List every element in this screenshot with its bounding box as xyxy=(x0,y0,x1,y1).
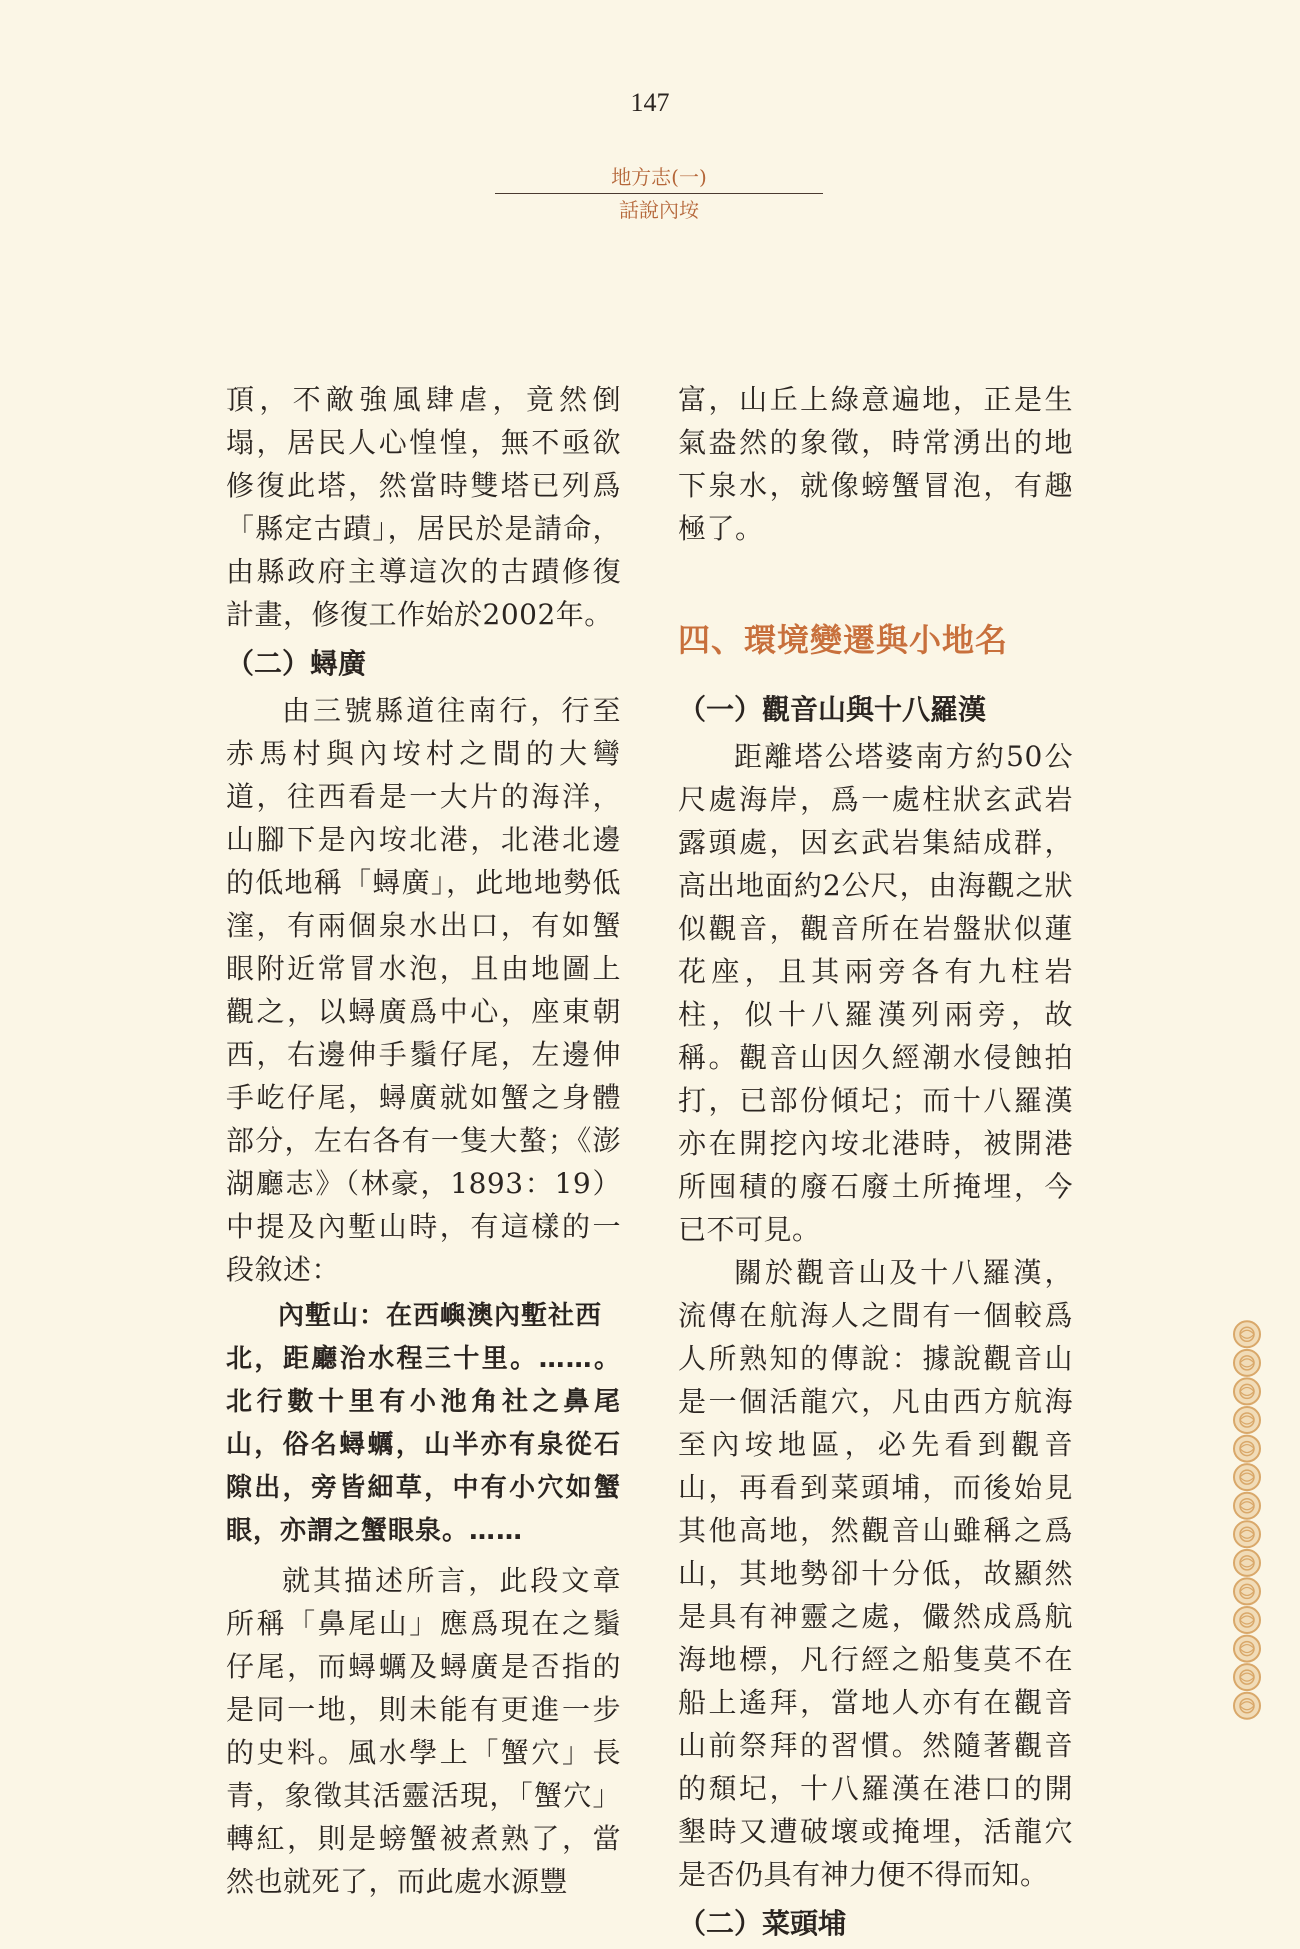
decorative-medallion-icon xyxy=(1234,1407,1260,1433)
subsection-heading: （二）菜頭埔 xyxy=(678,1907,847,1940)
decorative-medallion-icon xyxy=(1234,1578,1260,1604)
decorative-medallion-icon xyxy=(1234,1636,1260,1662)
decorative-medallion-icon xyxy=(1234,1378,1260,1404)
paragraph: 關於觀音山及十八羅漢，流傳在航海人之間有一個較爲人所熟知的傳說：據說觀音山是一個活龍穴，凡由西方航海至內垵地區，必先看到觀音山，再看到菜頭埔，而後始見其他高地，然觀音山雖稱之爲山，其地勢卻十分低，故顯然是具有神靈之處，儼然成爲航海地標，凡行經之船隻莫不在船上遙拜，當地人亦有在觀音山前祭拜的習慣。然隨著觀音的頹圮，十八羅漢在港口的開墾時又遭破壞或掩埋，活龍穴是否仍具有神力便不得而知。 xyxy=(678,1256,1073,1891)
decorative-medallion-icon xyxy=(1234,1521,1260,1547)
header-rule xyxy=(495,193,823,194)
subsection-heading: （一）觀音山與十八羅漢 xyxy=(678,693,987,726)
decorative-medallion-icon xyxy=(1234,1321,1260,1347)
paragraph: 富，山丘上綠意遍地，正是生氣盎然的象徵，時常湧出的地下泉水，就像螃蟹冒泡，有趣極了。 xyxy=(678,383,1073,545)
series-title: 地方志(一) xyxy=(611,165,707,189)
subsection-heading: （二）蟳廣 xyxy=(226,647,367,680)
paragraph: 就其描述所言，此段文章所稱「鼻尾山」應爲現在之鬚仔尾，而蟳蠣及蟳廣是否指的是同一地，則未能有更進一步的史料。風水學上「蟹穴」長青，象徵其活靈活現，「蟹穴」轉紅，則是螃蟹被煮熟了，當然也就死了，而此處水源豐 xyxy=(226,1564,621,1898)
quote-body: 北，距廳治水程三十里。……。北行數十里有小池角社之鼻尾山，俗名蟳蠣，山半亦有泉從石隙出，旁皆細草，中有小穴如蟹眼，亦謂之蟹眼泉。…… xyxy=(226,1344,621,1546)
decorative-medallion-icon xyxy=(1234,1664,1260,1690)
paragraph: 頂，不敵強風肆虐，竟然倒塌，居民人心惶惶，無不亟欲修復此塔，然當時雙塔已列爲「縣定古蹟」，居民於是請命，由縣政府主導這次的古蹟修復計畫，修復工作始於2002年。 xyxy=(226,383,621,631)
paragraph: 距離塔公塔婆南方約50公尺處海岸，爲一處柱狀玄武岩露頭處，因玄武岩集結成群，高出地面約2公尺，由海觀之狀似觀音，觀音所在岩盤狀似蓮花座，且其兩旁各有九柱岩柱，似十八羅漢列兩旁，故稱。觀音山因久經潮水侵蝕拍打，已部份傾圮；而十八羅漢亦在開挖內垵北港時，被開港所囤積的廢石廢土所掩埋，今已不可見。 xyxy=(678,740,1073,1246)
decorative-medallion-icon xyxy=(1234,1436,1260,1462)
decorative-medallion-icon xyxy=(1234,1693,1260,1719)
block-quote xyxy=(226,1295,621,1553)
paragraph: 由三號縣道往南行，行至赤馬村與內垵村之間的大彎道，往西看是一大片的海洋，山腳下是內垵北港，北港北邊的低地稱「蟳廣」，此地地勢低漥，有兩個泉水出口，有如蟹眼附近常冒水泡，且由地圖上觀之，以蟳廣爲中心，座東朝西，右邊伸手鬚仔尾，左邊伸手屹仔尾，蟳廣就如蟹之身體部分，左右各有一隻大螯；《澎湖廳志》（林豪，1893：19）中提及內塹山時，有這樣的一段敘述： xyxy=(226,694,621,1286)
decorative-medallion-icon xyxy=(1234,1493,1260,1519)
running-head xyxy=(495,163,823,224)
book-title: 話說內垵 xyxy=(619,198,699,222)
right-column xyxy=(678,378,1073,1949)
decorative-medallion-icon xyxy=(1234,1464,1260,1490)
ornament-strip xyxy=(1224,1320,1270,1720)
page-number: 147 xyxy=(630,88,670,117)
quote-line: 內塹山：在西嶼澳內塹社西 xyxy=(278,1301,603,1331)
left-column xyxy=(226,378,621,1903)
decorative-medallion-icon xyxy=(1234,1607,1260,1633)
decorative-medallion-icon xyxy=(1234,1550,1260,1576)
section-heading: 四、環境變遷與小地名 xyxy=(678,621,1009,659)
decorative-medallion-icon xyxy=(1234,1350,1260,1376)
